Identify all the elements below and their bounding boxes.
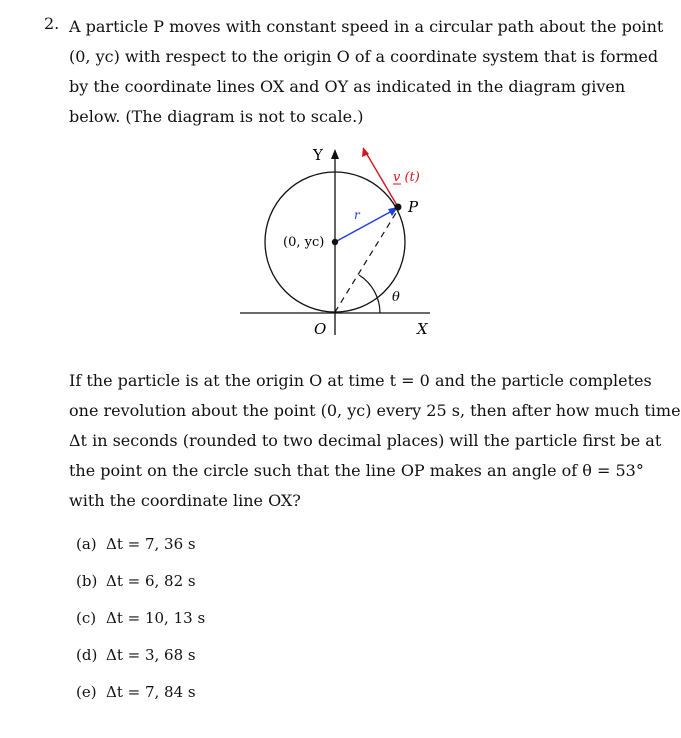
- circular-motion-diagram: [230, 140, 440, 345]
- body-line: the point on the circle such that the line OP makes an angle of θ = 53°: [69, 461, 644, 480]
- angle-label: θ: [392, 290, 400, 305]
- option-label: (d): [76, 646, 98, 664]
- center-label: (0, yc): [283, 235, 325, 250]
- answer-options: [76, 530, 205, 715]
- body-line: Δt in seconds (rounded to two decimal places) will the particle first be at: [69, 431, 662, 450]
- intro-line: by the coordinate lines OX and OY as indicated in the diagram given: [69, 77, 626, 96]
- option-c[interactable]: [76, 604, 205, 641]
- y-axis-label: Y: [313, 146, 323, 164]
- origin-label: O: [314, 320, 327, 338]
- option-d[interactable]: [76, 641, 205, 678]
- option-text: Δt = 7, 36 s: [106, 535, 196, 553]
- option-text: Δt = 3, 68 s: [106, 646, 196, 664]
- particle-label: P: [408, 198, 419, 216]
- radius-label: r: [354, 208, 360, 222]
- body-line: one revolution about the point (0, yc) every 25 s, then after how much time: [69, 401, 681, 420]
- option-label: (a): [76, 535, 97, 553]
- center-point: [332, 239, 338, 245]
- x-axis-label: X: [417, 320, 428, 338]
- option-a[interactable]: [76, 530, 205, 567]
- option-b[interactable]: [76, 567, 205, 604]
- body-line: with the coordinate line OX?: [69, 491, 301, 510]
- option-text: Δt = 10, 13 s: [106, 609, 206, 627]
- intro-line: below. (The diagram is not to scale.): [69, 107, 364, 126]
- angle-arc: [359, 275, 380, 313]
- particle-point: [395, 204, 402, 211]
- radius-vector: [335, 211, 392, 242]
- option-label: (e): [76, 683, 97, 701]
- question-intro: [69, 12, 664, 132]
- question-body: [69, 366, 681, 516]
- question-number: 2.: [44, 14, 60, 33]
- line-OP: [335, 208, 399, 312]
- body-line: If the particle is at the origin O at time t = 0 and the particle completes: [69, 371, 652, 390]
- y-axis-arrow-icon: [331, 149, 339, 159]
- option-label: (b): [76, 572, 98, 590]
- intro-line: (0, yc) with respect to the origin O of a coordinate system that is formed: [69, 47, 659, 66]
- option-e[interactable]: [76, 678, 205, 715]
- option-label: (c): [76, 609, 97, 627]
- velocity-label: v (t): [393, 170, 420, 185]
- option-text: Δt = 7, 84 s: [106, 683, 196, 701]
- intro-line: A particle P moves with constant speed in a circular path about the point: [69, 17, 664, 36]
- option-text: Δt = 6, 82 s: [106, 572, 196, 590]
